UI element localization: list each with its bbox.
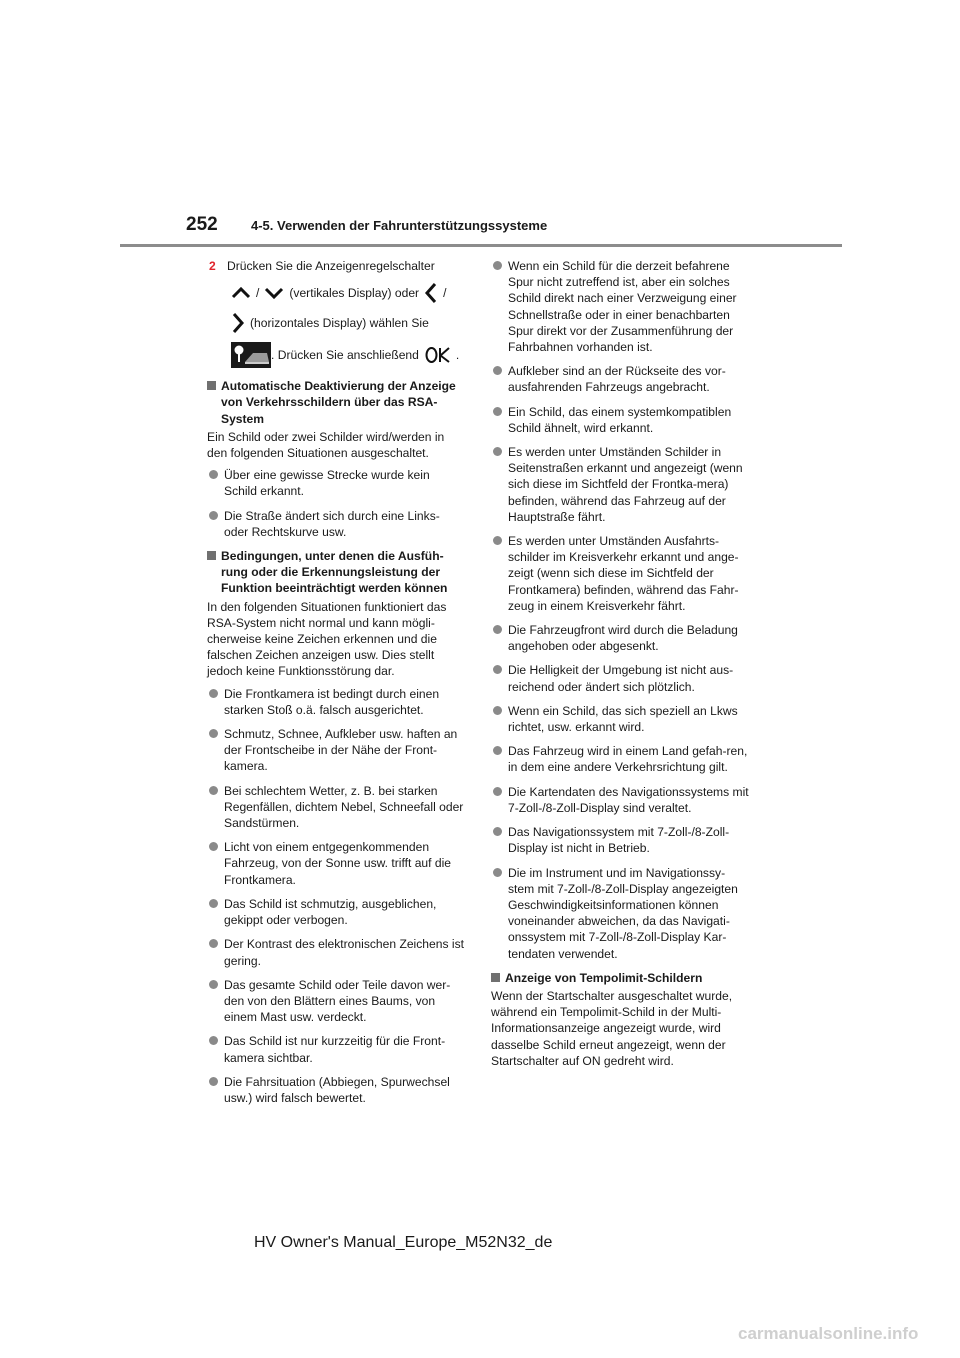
bullet-icon — [209, 470, 218, 479]
list-item: Die Helligkeit der Umgebung ist nicht aus-reichend oder ändert sich plötzlich. — [491, 662, 749, 694]
bullet-icon — [493, 706, 502, 715]
list-item: Die Frontkamera ist bedingt durch einen starken Stoß o.ä. falsch ausgerichtet. — [207, 686, 465, 718]
chevron-left-icon — [424, 282, 438, 304]
step-number: 2 — [209, 259, 216, 273]
step-icon-line-2 — [207, 308, 465, 338]
list-item: Die Fahrzeugfront wird durch die Beladung angehoben oder abgesenkt. — [491, 622, 749, 654]
square-bullet-icon — [207, 381, 216, 390]
square-bullet-icon — [207, 551, 216, 560]
left-column — [207, 258, 465, 1114]
section-title: 4-5. Verwenden der Fahrunterstützungssysteme — [251, 218, 548, 233]
list-item: Licht von einem entgegenkommenden Fahrzeug, von der Sonne usw. trifft auf die Frontkamera. — [207, 839, 465, 888]
square-bullet-icon — [491, 973, 500, 982]
list-item: Der Kontrast des elektronischen Zeichens ist gering. — [207, 936, 465, 968]
ok-icon — [425, 346, 451, 364]
bullet-icon — [493, 665, 502, 674]
list-item: Es werden unter Umständen Ausfahrts-schilder im Kreisverkehr erkannt und ange-zeigt (wenn sich diese im Sichtfeld der Frontkamera) befinden, während das Fahr-zeug in einem Kreisverkehr fährt. — [491, 533, 749, 614]
step-text: Drücken Sie die Anzeigenregelschalter — [227, 259, 435, 273]
list-item: Das Navigationssystem mit 7-Zoll-/8-Zoll-Display ist nicht in Betrieb. — [491, 824, 749, 856]
chevron-up-icon — [231, 286, 251, 300]
list-item: Die Straße ändert sich durch eine Links- oder Rechtskurve usw. — [207, 508, 465, 540]
step-end: . — [455, 348, 460, 363]
list-item: Das Schild ist schmutzig, ausgeblichen, gekippt oder verbogen. — [207, 896, 465, 928]
list-item: Über eine gewisse Strecke wurde kein Schild erkannt. — [207, 467, 465, 499]
list-item: Schmutz, Schnee, Aufkleber usw. haften an der Frontscheibe in der Nähe der Front-kamera. — [207, 726, 465, 775]
bullet-icon — [209, 842, 218, 851]
list-item: Die Kartendaten des Navigationssystems mit 7-Zoll-/8-Zoll-Display sind veraltet. — [491, 784, 749, 816]
bullet-icon — [209, 511, 218, 520]
step-separator: / — [443, 286, 447, 301]
list-item: Das Schild ist nur kurzzeitig für die Front-kamera sichtbar. — [207, 1033, 465, 1065]
list-item: Die Fahrsituation (Abbiegen, Spurwechsel usw.) wird falsch bewertet. — [207, 1074, 465, 1106]
bullet-icon — [209, 689, 218, 698]
heading-conditions: Bedingungen, unter denen die Ausfüh-rung oder die Erkennungsleistung der Funktion beeinträchtigt werden können — [207, 548, 465, 597]
heading-auto-deactivation: Automatische Deaktivierung der Anzeige von Verkehrsschildern über das RSA-System — [207, 378, 465, 427]
paragraph: Wenn der Startschalter ausgeschaltet wurde, während ein Tempolimit-Schild in der Multi-Informationsanzeige angezeigt wurde, wird dasselbe Schild erneut angezeigt, wenn der Startschalter auf ON gedreht wird. — [491, 988, 733, 1068]
step-2 — [207, 258, 465, 274]
list-item: Wenn ein Schild, das sich speziell an Lkws richtet, usw. erkannt wird. — [491, 703, 749, 735]
step-press-text: . Drücken Sie anschließend — [271, 348, 419, 363]
list-item: Aufkleber sind an der Rückseite des vor-ausfahrenden Fahrzeugs angebracht. — [491, 363, 749, 395]
list-item: Das Fahrzeug wird in einem Land gefah-ren, in dem eine andere Verkehrsrichtung gilt. — [491, 743, 749, 775]
list-item: Die im Instrument und im Navigationssy-stem mit 7-Zoll-/8-Zoll-Display angezeigten Geschwindigkeitsinformationen können voneinander abweichen, da das Navigati-onssystem mit 7-Zoll-/8-Zoll-Display Kar-tendaten verwendet. — [491, 865, 749, 962]
bullet-icon — [493, 447, 502, 456]
bullet-icon — [209, 1077, 218, 1086]
bullet-icon — [209, 899, 218, 908]
bullet-icon — [209, 1036, 218, 1045]
list-item: Das gesamte Schild oder Teile davon wer-den von den Blättern eines Baums, von einem Mast usw. verdeckt. — [207, 977, 465, 1026]
list-item: Wenn ein Schild für die derzeit befahrene Spur nicht zutreffend ist, aber ein solches Schild direkt nach einer Verzweigung einer Schnellstraße oder in einer benachbarten Spur direkt vor der Zusammenführung der Fahrbahnen vorhanden ist. — [491, 258, 749, 355]
bullet-icon — [493, 407, 502, 416]
header-divider — [120, 244, 842, 247]
watermark: carmanualsonline.info — [738, 1324, 919, 1343]
step-horizontal-text: (horizontales Display) wählen Sie — [250, 316, 429, 331]
list-item: Bei schlechtem Wetter, z. B. bei starken Regenfällen, dichtem Nebel, Schneefall oder Sandstürmen. — [207, 783, 465, 832]
heading-speed-limit-signs: Anzeige von Tempolimit-Schildern — [491, 970, 749, 986]
chevron-right-icon — [231, 312, 245, 334]
paragraph: In den folgenden Situationen funktioniert das RSA-System nicht normal und kann mögli-cherweise keine Zeichen erkennen und die falschen Zeichen anzeigen usw. Dies stellt jedoch keine Funktionsstörung dar. — [207, 599, 447, 679]
bullet-icon — [493, 868, 502, 877]
bullet-icon — [493, 366, 502, 375]
bullet-icon — [209, 939, 218, 948]
step-icon-line-1 — [207, 278, 465, 308]
rsa-menu-icon — [231, 342, 271, 368]
step-icon-line-3 — [207, 338, 465, 372]
right-column — [491, 258, 749, 1075]
bullet-icon — [209, 786, 218, 795]
chevron-down-icon — [264, 286, 284, 300]
list-item: Es werden unter Umständen Schilder in Seitenstraßen erkannt und angezeigt (wenn sich diese im Sichtfeld der Frontka-mera) befinden, während das Fahrzeug auf der Hauptstraße fährt. — [491, 444, 749, 525]
bullet-icon — [209, 729, 218, 738]
page-number: 252 — [186, 214, 218, 235]
bullet-icon — [493, 787, 502, 796]
paragraph: Ein Schild oder zwei Schilder wird/werden in den folgenden Situationen ausgeschaltet. — [207, 429, 445, 461]
bullet-icon — [493, 261, 502, 270]
list-item: Ein Schild, das einem systemkompatiblen Schild ähnelt, wird erkannt. — [491, 404, 749, 436]
step-separator: / — [256, 286, 260, 301]
bullet-icon — [493, 625, 502, 634]
step-vertical-text: (vertikales Display) oder — [289, 286, 420, 301]
bullet-icon — [493, 746, 502, 755]
manual-footer: HV Owner's Manual_Europe_M52N32_de — [254, 1234, 553, 1251]
bullet-icon — [209, 980, 218, 989]
bullet-icon — [493, 536, 502, 545]
bullet-icon — [493, 827, 502, 836]
